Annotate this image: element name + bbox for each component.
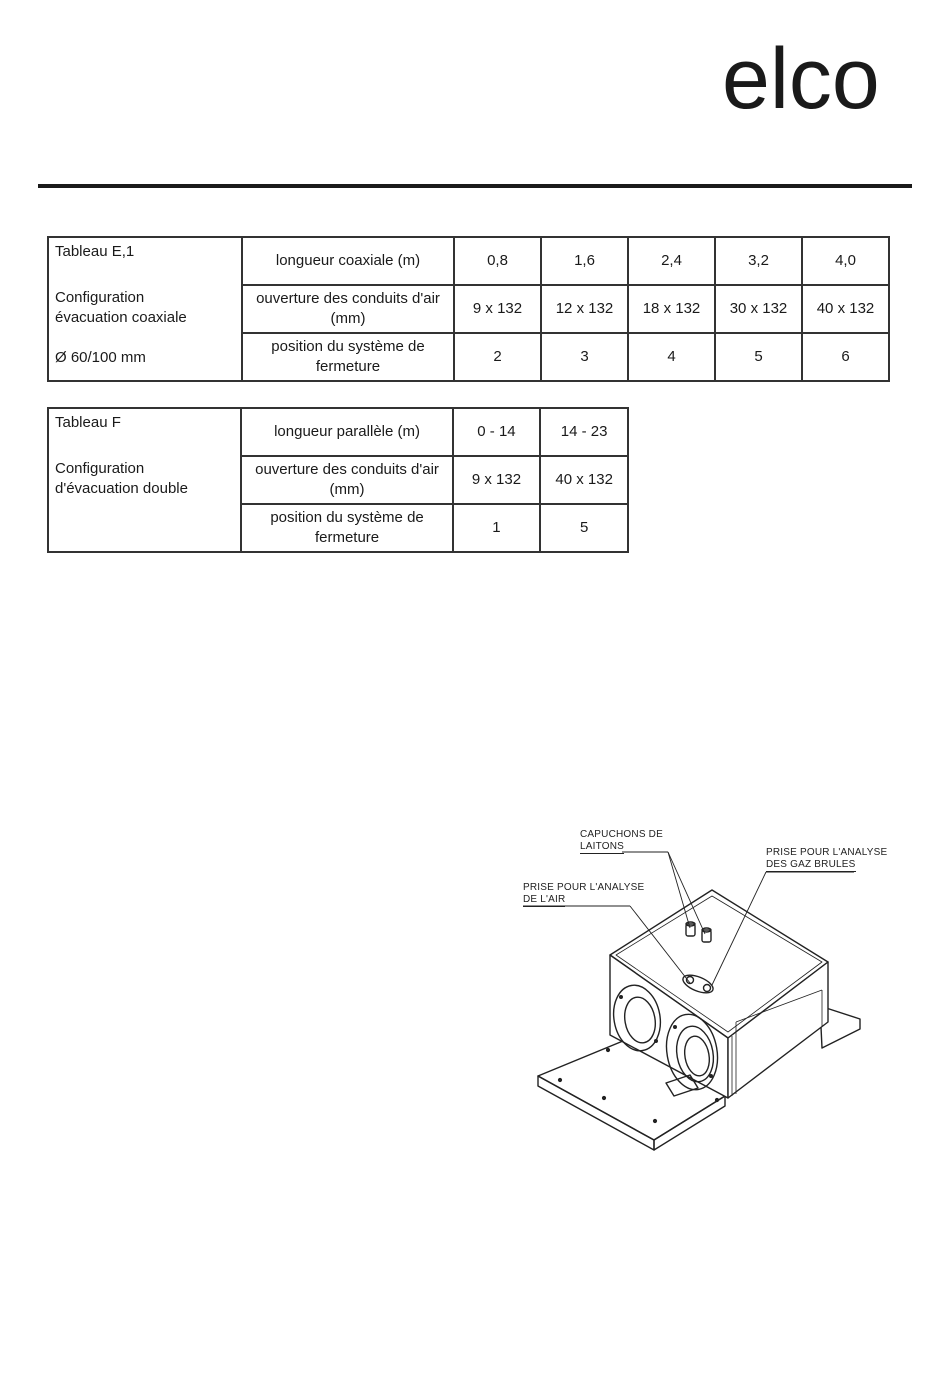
config-label-2: d'évacuation double xyxy=(55,480,188,497)
config-label: Configuration xyxy=(55,460,145,477)
cell: 3 xyxy=(541,333,628,381)
callout-line: DES GAZ BRULES xyxy=(766,859,856,870)
table-e1 xyxy=(47,236,890,382)
cell: 4,0 xyxy=(802,237,889,285)
cell: 5 xyxy=(540,504,628,552)
cell: 6 xyxy=(802,333,889,381)
cell: 9 x 132 xyxy=(453,456,541,504)
row-label: position du système de fermeture xyxy=(241,504,452,552)
cell: 40 x 132 xyxy=(540,456,628,504)
table-row xyxy=(48,237,889,285)
table-title: Tableau F xyxy=(55,414,121,431)
cell: 5 xyxy=(715,333,802,381)
elco-logo xyxy=(722,40,922,120)
cell: 1,6 xyxy=(541,237,628,285)
table-title: Tableau E,1 xyxy=(55,243,135,260)
cell: 4 xyxy=(628,333,715,381)
row-label: position du système de fermeture xyxy=(242,333,454,381)
cell: 3,2 xyxy=(715,237,802,285)
cell: 18 x 132 xyxy=(628,285,715,333)
cell: 30 x 132 xyxy=(715,285,802,333)
cell: 0 - 14 xyxy=(453,408,541,456)
callout-line: LAITONS xyxy=(580,841,625,852)
housing xyxy=(610,890,828,1098)
brass-caps xyxy=(686,922,711,942)
table-e1-side xyxy=(48,237,242,381)
config-label-2: évacuation coaxiale xyxy=(55,309,187,326)
cell: 2 xyxy=(454,333,541,381)
row-label: ouverture des conduits d'air (mm) xyxy=(241,456,452,504)
row-label: longueur parallèle (m) xyxy=(241,408,452,456)
cell: 14 - 23 xyxy=(540,408,628,456)
table-row xyxy=(48,408,628,456)
callout-line: CAPUCHONS DE xyxy=(580,829,663,840)
cell: 2,4 xyxy=(628,237,715,285)
callout-line: PRISE POUR L'ANALYSE xyxy=(766,847,888,858)
cell: 9 x 132 xyxy=(454,285,541,333)
header-rule xyxy=(38,184,912,188)
measurement-ports xyxy=(681,972,716,997)
diameter-label: Ø 60/100 mm xyxy=(55,349,146,366)
cell: 0,8 xyxy=(454,237,541,285)
adapter-illustration xyxy=(520,820,900,1160)
leader-lines xyxy=(523,852,854,985)
callout-line: DE L'AIR xyxy=(523,894,566,905)
row-label: longueur coaxiale (m) xyxy=(242,237,454,285)
logo-text: elco xyxy=(722,40,880,120)
config-label: Configuration xyxy=(55,289,145,306)
cell: 40 x 132 xyxy=(802,285,889,333)
callout-line: PRISE POUR L'ANALYSE xyxy=(523,882,645,893)
table-f-side xyxy=(48,408,241,552)
cell: 1 xyxy=(453,504,541,552)
cell: 12 x 132 xyxy=(541,285,628,333)
row-label: ouverture des conduits d'air (mm) xyxy=(242,285,454,333)
table-f xyxy=(47,407,629,553)
